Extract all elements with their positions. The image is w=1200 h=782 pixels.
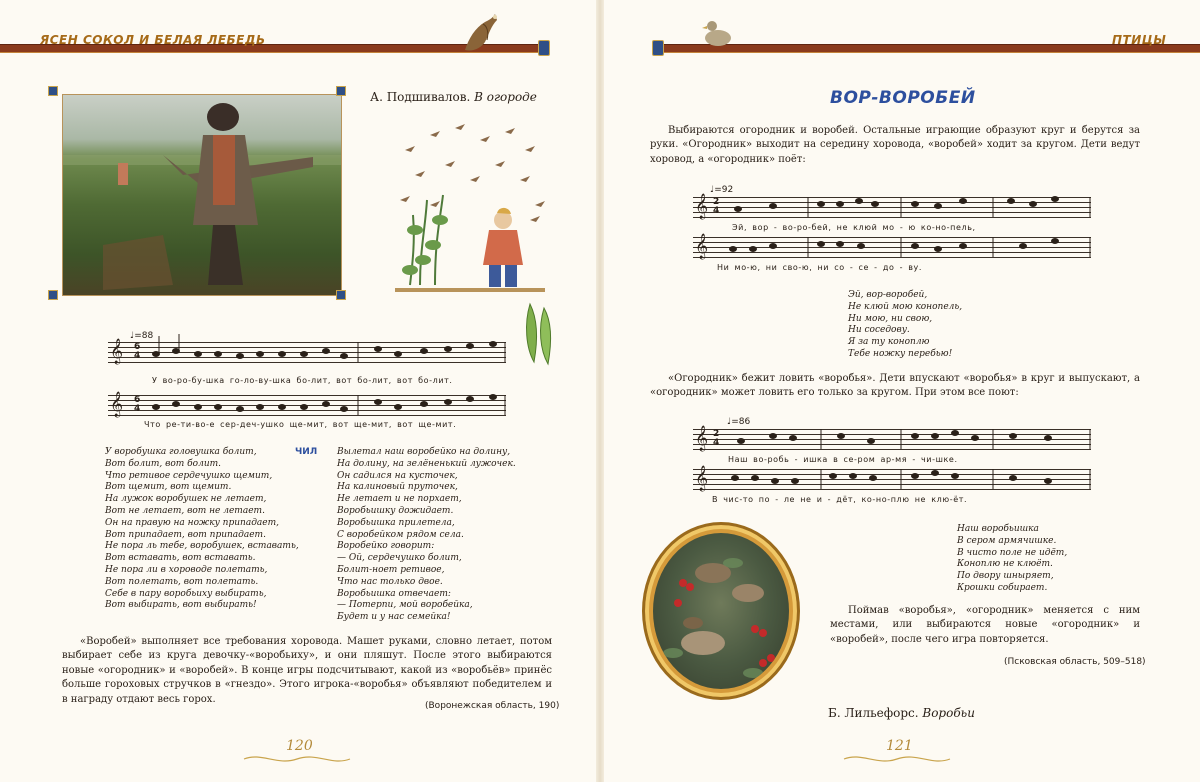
treble-clef-icon: 𝄞 (695, 426, 709, 451)
treble-clef-icon: 𝄞 (110, 339, 124, 364)
game-description: «Воробей» выполняет все требования хоровода. Машет руками, словно летает, потом выбирает себе из круга девочку-«воробьиху», и они пляшут. После этого выбираются новые «огородник» и «воробей». В конце игры подсчитывают, какой из «воробьёв» принёс больше гороховых стручков в «гнездо». Этого игрока-«воробья» объявляют победителем и в награду отдают весь горох. (62, 636, 552, 705)
verse-line: Воробьишку дожидает. (337, 505, 454, 516)
verse-line: Крошки собирает. (957, 582, 1048, 593)
blue-mark: ЧИЛ (295, 447, 318, 457)
frame-ornament (336, 290, 346, 300)
eagle-icon (455, 10, 503, 54)
verse-block-left (105, 447, 299, 612)
music-staff (693, 194, 1091, 219)
staff-notes (693, 227, 1091, 267)
painting-scarecrow (62, 94, 342, 296)
verse-line: Я за ту коноплю (848, 337, 930, 348)
verse-line: — Ой, сердечушко болит, (337, 553, 462, 564)
time-signature: 2 4 (713, 429, 720, 448)
staff-notes (693, 419, 1091, 459)
verse-line: Вот припадает, вот припадает. (105, 529, 266, 540)
verse-line: Воробейко говорит: (337, 541, 435, 552)
lyrics-line: Наш во-робь - ишка в се-ром ар-мя - чи-шке. (728, 455, 958, 464)
verse-line: Ни соседову. (848, 325, 910, 336)
picture-caption (370, 90, 537, 104)
header-ornament (538, 40, 550, 56)
frame-ornament (48, 86, 58, 96)
tempo-marking: ♩=86 (727, 417, 751, 427)
frame-ornament (48, 290, 58, 300)
verse-line: Вот выбирать, вот выбирать! (105, 600, 257, 611)
verse-line: Воробьишка прилетела, (337, 517, 455, 528)
verse-block-right (337, 447, 516, 624)
verse-line: На лужок воробушек не летает, (105, 494, 267, 505)
picture-caption (828, 706, 975, 720)
lyrics-line: У во-ро-бу-шка го-ло-ву-шка бо-лит, вот бо-лит, вот бо-лит. (152, 376, 453, 385)
verse-line: Вот щемит, вот щемит. (105, 482, 232, 493)
page-number-flourish (842, 752, 952, 766)
time-signature: 2 4 (713, 197, 720, 216)
verse-line: Коноплю не клюёт. (957, 559, 1053, 570)
game-rules: «Огородник» бежит ловить «воробья». Дети впускают «воробья» в круг и выпускают, а «огородник» может ловить его только за кругом. При этом все поют: (650, 373, 1140, 399)
treble-clef-icon: 𝄞 (695, 466, 709, 491)
verse-line: Что ретивое сердечушко щемит, (105, 470, 273, 481)
verse-line: Наш воробьишка (957, 524, 1039, 534)
pea-pod-icon (522, 300, 556, 366)
verse-line: На долину, на зелёненький лужочек. (337, 458, 516, 469)
lyrics-line: В чис-то по - ле не и - дёт, ко-но-плю не клю-ёт. (712, 495, 968, 504)
page-number-flourish (242, 752, 352, 766)
verse-line: Не летает и не порхает, (337, 494, 462, 505)
page-number: 120 (286, 738, 313, 754)
verse-line: Не пора ли в хороводе полетать, (105, 564, 268, 575)
tempo-marking: ♩=88 (130, 331, 154, 341)
verse-line: Ни мою, ни свою, (848, 313, 933, 324)
verse-line: Себе в пару воробьиху выбирать, (105, 588, 267, 599)
verse-line: Болит-ноет ретивое, (337, 564, 445, 575)
treble-clef-icon: 𝄞 (110, 392, 124, 417)
verse-line: Эй, вор-воробей, (848, 290, 928, 300)
verse-line: Вот болит, вот болит. (105, 458, 222, 469)
verse-line: По двору шныряет, (957, 571, 1054, 582)
game-intro: Выбираются огородник и воробей. Остальные играющие образуют круг и берутся за руки. «Огородник» выходит на середину хоровода, «воробей» ходит за кругом. Дети ведут хоровод, а «огородник» поёт: (650, 125, 1140, 165)
verse-line: Воробьишка отвечает: (337, 588, 451, 599)
verse-line: Вылетал наш воробейко на долину, (337, 447, 511, 457)
verse-block (848, 290, 962, 361)
round-frame (642, 522, 800, 700)
lyrics-line: Ни мо-ю, ни сво-ю, ни со - се - до - ву. (717, 263, 923, 272)
caption-title: В огороде (474, 90, 537, 104)
running-head: ЯСЕН СОКОЛ И БЕЛАЯ ЛЕБЕДЬ (40, 33, 266, 47)
source-note: (Псковская область, 509–518) (1004, 657, 1146, 667)
verse-line: — Потерпи, мой воробейка, (337, 600, 473, 611)
time-signature: 6 4 (134, 395, 141, 414)
source-note: (Воронежская область, 190) (425, 701, 560, 711)
page-number: 121 (886, 738, 913, 754)
running-head: ПТИЦЫ (1112, 33, 1167, 47)
verse-line: Он на правую на ножку припадает, (105, 517, 279, 528)
frame-ornament (336, 86, 346, 96)
duck-icon (702, 16, 736, 50)
verse-line: С воробейком рядом села. (337, 529, 464, 540)
lyrics-line: Что ре-ти-во-е сер-деч-ушко ще-мит, вот ще-мит, вот ще-мит. (144, 420, 457, 429)
song-title: ВОР-ВОРОБЕЙ (830, 88, 976, 108)
staff-notes (693, 459, 1091, 499)
verse-line: Он садился на кусточек, (337, 470, 458, 481)
verse-line: В сером армячишке. (957, 535, 1057, 546)
lyrics-line: Эй, вор - во-ро-бей, не клюй мо - ю ко-но-пель, (732, 223, 976, 232)
verse-line: В чисто поле не идёт, (957, 547, 1068, 558)
verse-line: На калиновый пруточек, (337, 482, 458, 493)
game-ending: Поймав «воробья», «огородник» меняется с ним местами, или выбираются новые «огородник» и «воробей», после чего игра повторяется. (830, 605, 1140, 645)
verse-line: Тебе ножку перебью! (848, 348, 953, 359)
caption-author: А. Подшивалов. (370, 90, 471, 104)
painting-sparrows (653, 533, 789, 689)
music-staff (108, 339, 506, 364)
tempo-marking: ♩=92 (710, 185, 734, 195)
staff-notes (693, 187, 1091, 227)
verse-block (957, 524, 1067, 595)
verse-line: Не клюй мою конопель, (848, 301, 963, 312)
verse-line: У воробушка головушка болит, (105, 447, 257, 457)
header-ornament (652, 40, 664, 56)
treble-clef-icon: 𝄞 (695, 194, 709, 219)
verse-line: Вот не летает, вот не летает. (105, 505, 265, 516)
verse-line: Что нас только двое. (337, 576, 443, 587)
music-staff (693, 466, 1091, 491)
caption-author: Б. Лильефорс. (828, 706, 919, 720)
verse-line: Вот полетать, вот полетать. (105, 576, 259, 587)
verse-line: Не пора ль тебе, воробушек, вставать, (105, 541, 299, 552)
verse-line: Будет и у нас семейка! (337, 612, 451, 623)
treble-clef-icon: 𝄞 (695, 234, 709, 259)
scarecrow-figure (63, 95, 341, 295)
music-staff (693, 426, 1091, 451)
verse-line: Вот вставать, вот вставать. (105, 553, 256, 564)
music-staff (693, 234, 1091, 259)
caption-title: Воробьи (922, 706, 975, 720)
sparrows-figures (653, 533, 789, 689)
staff-notes (108, 385, 506, 425)
staff-notes (108, 332, 506, 372)
music-staff (108, 392, 506, 417)
time-signature: 6 4 (134, 342, 141, 361)
